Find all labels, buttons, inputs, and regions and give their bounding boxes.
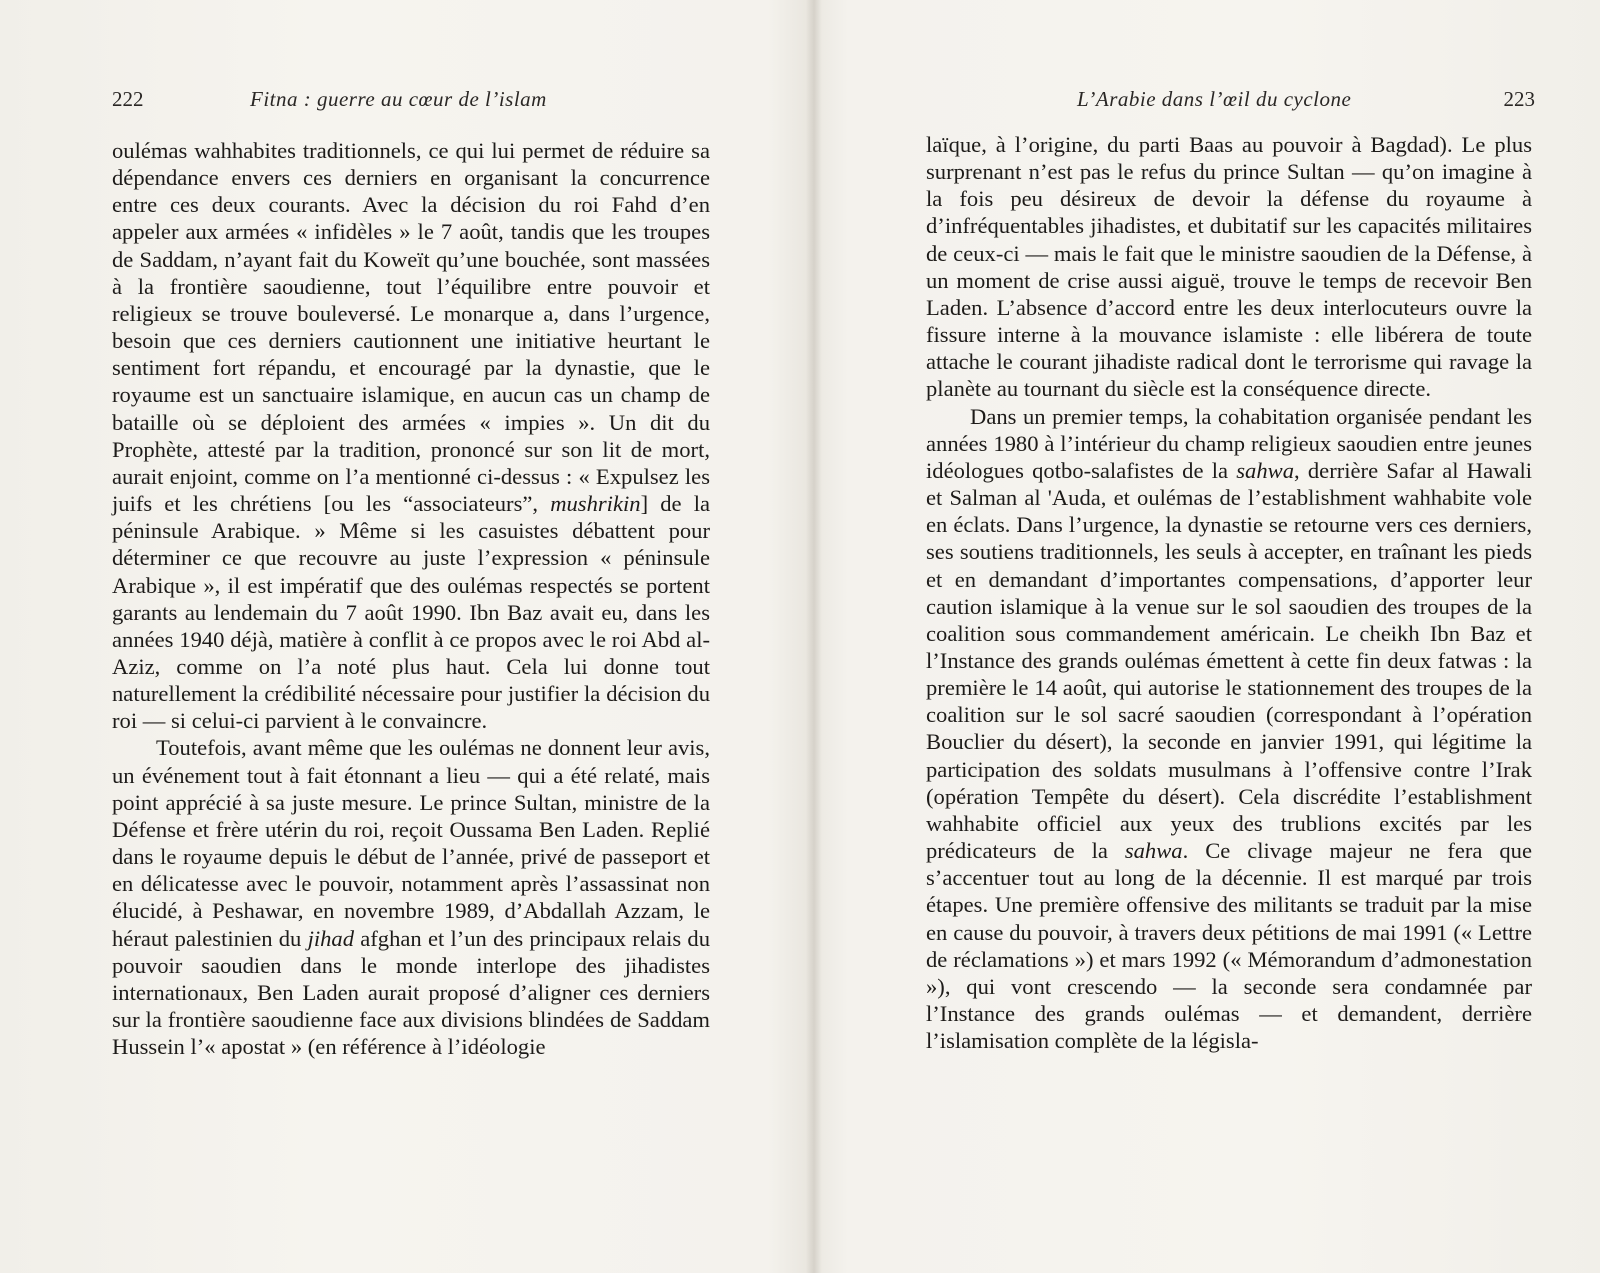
running-title: Fitna : guerre au cœur de l’islam: [250, 87, 547, 111]
paragraph: laïque, à l’origine, du parti Baas au pouvoir à Bagdad). Le plus surprenant n’est pas le refus du prince Sultan — qu’on imagine à la fois peu désireux de devoir la défense du royaume à d’infréquentables jihadistes, et dubitatif sur les capacités militaires de ceux-ci — mais le fait que le ministre saoudien de la Défense, à un moment de crise aussi aiguë, trouve le temps de recevoir Ben Laden. L’absence d’accord entre les deux interlocuteurs ouvre la fissure interne à la mouvance islamiste : elle libérera de toute attache le courant jihadiste radical dont le terrorisme qui ravage la planète au tournant du siècle est la conséquence directe.: [926, 132, 1532, 402]
italic-term: sahwa: [1236, 457, 1294, 483]
left-page-body: [112, 137, 710, 1060]
paragraph: Dans un premier temps, la cohabitation organisée pendant les années 1980 à l’intérieur du champ religieux saoudien entre jeunes idéologues qotbo-salafistes de la sahwa, derrière Safar al Hawali et Salman al 'Auda, et oulémas de l’establishment wahhabite vole en éclats. Dans l’urgence, la dynastie se retourne vers ces derniers, ses soutiens traditionnels, les seuls à accepter, en traînant les pieds et en demandant d’importantes compensations, d’apporter leur caution islamique à la venue sur le sol saoudien des troupes de la coalition sous commandement américain. Le cheikh Ibn Baz et l’Instance des grands oulémas émettent à cette fin deux fatwas : la première le 14 août, qui autorise le stationnement des troupes de la coalition sur le sol sacré saoudien (correspondant à l’opération Bouclier du désert), la seconde en janvier 1991, qui légitime la participation des soldats musulmans à l’offensive contre l’Irak (opération Tempête du désert). Cela discrédite l’establishment wahhabite officiel aux yeux des trublions excités par les prédicateurs de la sahwa. Ce clivage majeur ne fera que s’accentuer tout au long de la décennie. Il est marqué par trois étapes. Une première offensive des militants se traduit par la mise en cause du pouvoir, à travers deux pétitions de mai 1991 (« Lettre de réclamations ») et mars 1992 (« Mémorandum d’admonestation »), qui vont crescendo — la seconde sera condamnée par l’Instance des grands oulémas — et demandent, derrière l’islamisation complète de la législa-: [926, 403, 1532, 1054]
right-running-head: [927, 84, 1537, 114]
paragraph: Toutefois, avant même que les oulémas ne donnent leur avis, un événement tout à fait étonnant a lieu — qui a été relaté, mais point apprécié à sa juste mesure. Le prince Sultan, ministre de la Défense et frère utérin du roi, reçoit Oussama Ben Laden. Replié dans le royaume depuis le début de l’année, privé de passeport et en délicatesse avec le pouvoir, notamment après l’assassinat non élucidé, à Peshawar, en novembre 1989, d’Abdallah Azzam, le héraut palestinien du jihad afghan et l’un des principaux relais du pouvoir saoudien dans le monde interlope des jihadistes internationaux, Ben Laden aurait proposé d’aligner ces derniers sur la frontière saoudienne face aux divisions blindées de Saddam Hussein l’« apostat » (en référence à l’idéologie: [112, 735, 710, 1060]
right-page-body: [926, 131, 1532, 1054]
page-number: 223: [1503, 87, 1535, 111]
italic-term: mushrikin: [550, 491, 641, 517]
running-title: L’Arabie dans l’œil du cyclone: [1077, 87, 1352, 111]
right-page: [822, 0, 1600, 1273]
page-number: 222: [112, 87, 144, 111]
left-running-head: [112, 84, 722, 114]
paragraph: oulémas wahhabites traditionnels, ce qui lui permet de réduire sa dépendance envers ces derniers en organisant la concurrence entre ces deux courants. Avec la décision du roi Fahd d’en appeler aux armées « infidèles » le 7 août, tandis que les troupes de Saddam, n’ayant fait du Koweït qu’une bouchée, sont massées à la frontière saoudienne, tout l’équilibre entre pouvoir et religieux se trouve bouleversé. Le monarque a, dans l’urgence, besoin que ces derniers cautionnent une initiative heurtant le sentiment fort répandu, et encouragé par la dynastie, que le royaume est un sanctuaire islamique, en aucun cas un champ de bataille où se déploient des armées « impies ». Un dit du Prophète, attesté par la tradition, prononcé sur son lit de mort, aurait enjoint, comme on l’a mentionné ci-dessus : « Expulsez les juifs et les chrétiens [ou les “associateurs”, mushrikin] de la péninsule Arabique. » Même si les casuistes débattent pour déterminer ce que recouvre au juste l’expression « péninsule Arabique », il est impératif que des oulémas respectés se portent garants au lendemain du 7 août 1990. Ibn Baz avait eu, dans les années 1940 déjà, matière à conflit à ce propos avec le roi Abd al-Aziz, comme on l’a noté plus haut. Cela lui donne tout naturellement la crédibilité nécessaire pour justifier la décision du roi — si celui-ci parvient à le convaincre.: [112, 138, 710, 734]
book-gutter: [806, 0, 822, 1273]
italic-term: jihad: [307, 925, 355, 951]
italic-term: sahwa: [1124, 838, 1183, 864]
